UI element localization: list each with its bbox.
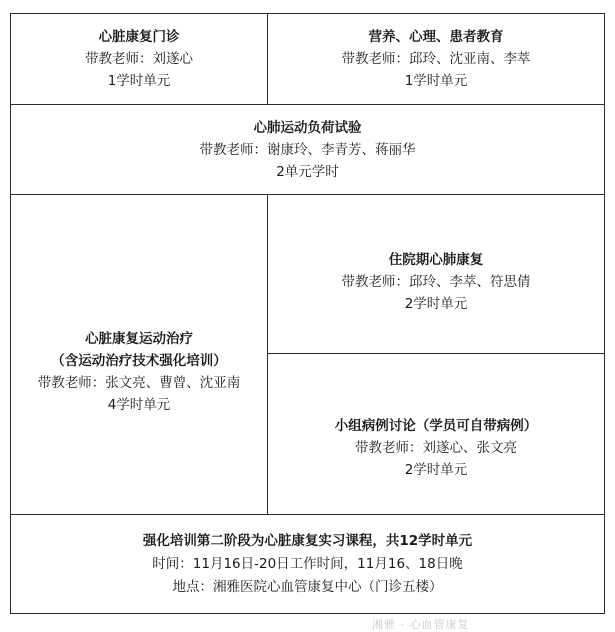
cell-title: 心脏康复门诊 xyxy=(98,29,180,45)
cell-teachers: 带教老师：邱玲、李萃、符思倩 xyxy=(341,274,531,290)
cell-title: 心肺运动负荷试验 xyxy=(253,119,362,136)
footer-time: 时间：11月16日-20日工作时间，11月16、18日晚 xyxy=(152,556,463,572)
cell-units: 4学时单元 xyxy=(107,396,171,413)
cell-phase-two-footer xyxy=(10,514,605,614)
cell-teachers: 带教老师：刘遂心 xyxy=(85,51,193,67)
watermark: 湘雅 · 心血管康复 xyxy=(372,618,470,631)
cell-units: 1学时单元 xyxy=(107,73,171,89)
cell-teachers: 带教老师：张文亮、曹曾、沈亚南 xyxy=(37,374,241,391)
footer-location: 地点：湘雅医院心血管康复中心（门诊五楼） xyxy=(172,579,443,595)
cell-units: 2学时单元 xyxy=(404,462,468,478)
cell-teachers: 带教老师：邱玲、沈亚南、李萃 xyxy=(341,51,531,67)
cell-nutrition-psychology-education xyxy=(267,13,605,105)
cell-cardiac-rehab-outpatient xyxy=(10,13,268,105)
cell-units: 2学时单元 xyxy=(404,296,468,312)
cell-subtitle: （含运动治疗技术强化培训） xyxy=(51,352,227,369)
cell-exercise-therapy xyxy=(10,194,268,515)
cell-title: 住院期心肺康复 xyxy=(388,252,484,268)
cell-inpatient-rehab xyxy=(267,194,605,354)
cell-cpet xyxy=(10,104,605,195)
cell-title: 营养、心理、患者教育 xyxy=(368,29,504,45)
cell-title: 心脏康复运动治疗 xyxy=(85,330,193,347)
cell-units: 2单元学时 xyxy=(276,163,339,180)
cell-case-discussion xyxy=(267,353,605,515)
cell-teachers: 带教老师：刘遂心、张文亮 xyxy=(355,440,517,456)
cell-teachers: 带教老师：谢康玲、李青芳、蒋丽华 xyxy=(199,141,416,158)
cell-units: 1学时单元 xyxy=(404,73,468,89)
cell-title: 小组病例讨论（学员可自带病例） xyxy=(334,418,538,434)
footer-title: 强化培训第二阶段为心脏康复实习课程，共12学时单元 xyxy=(142,533,473,549)
